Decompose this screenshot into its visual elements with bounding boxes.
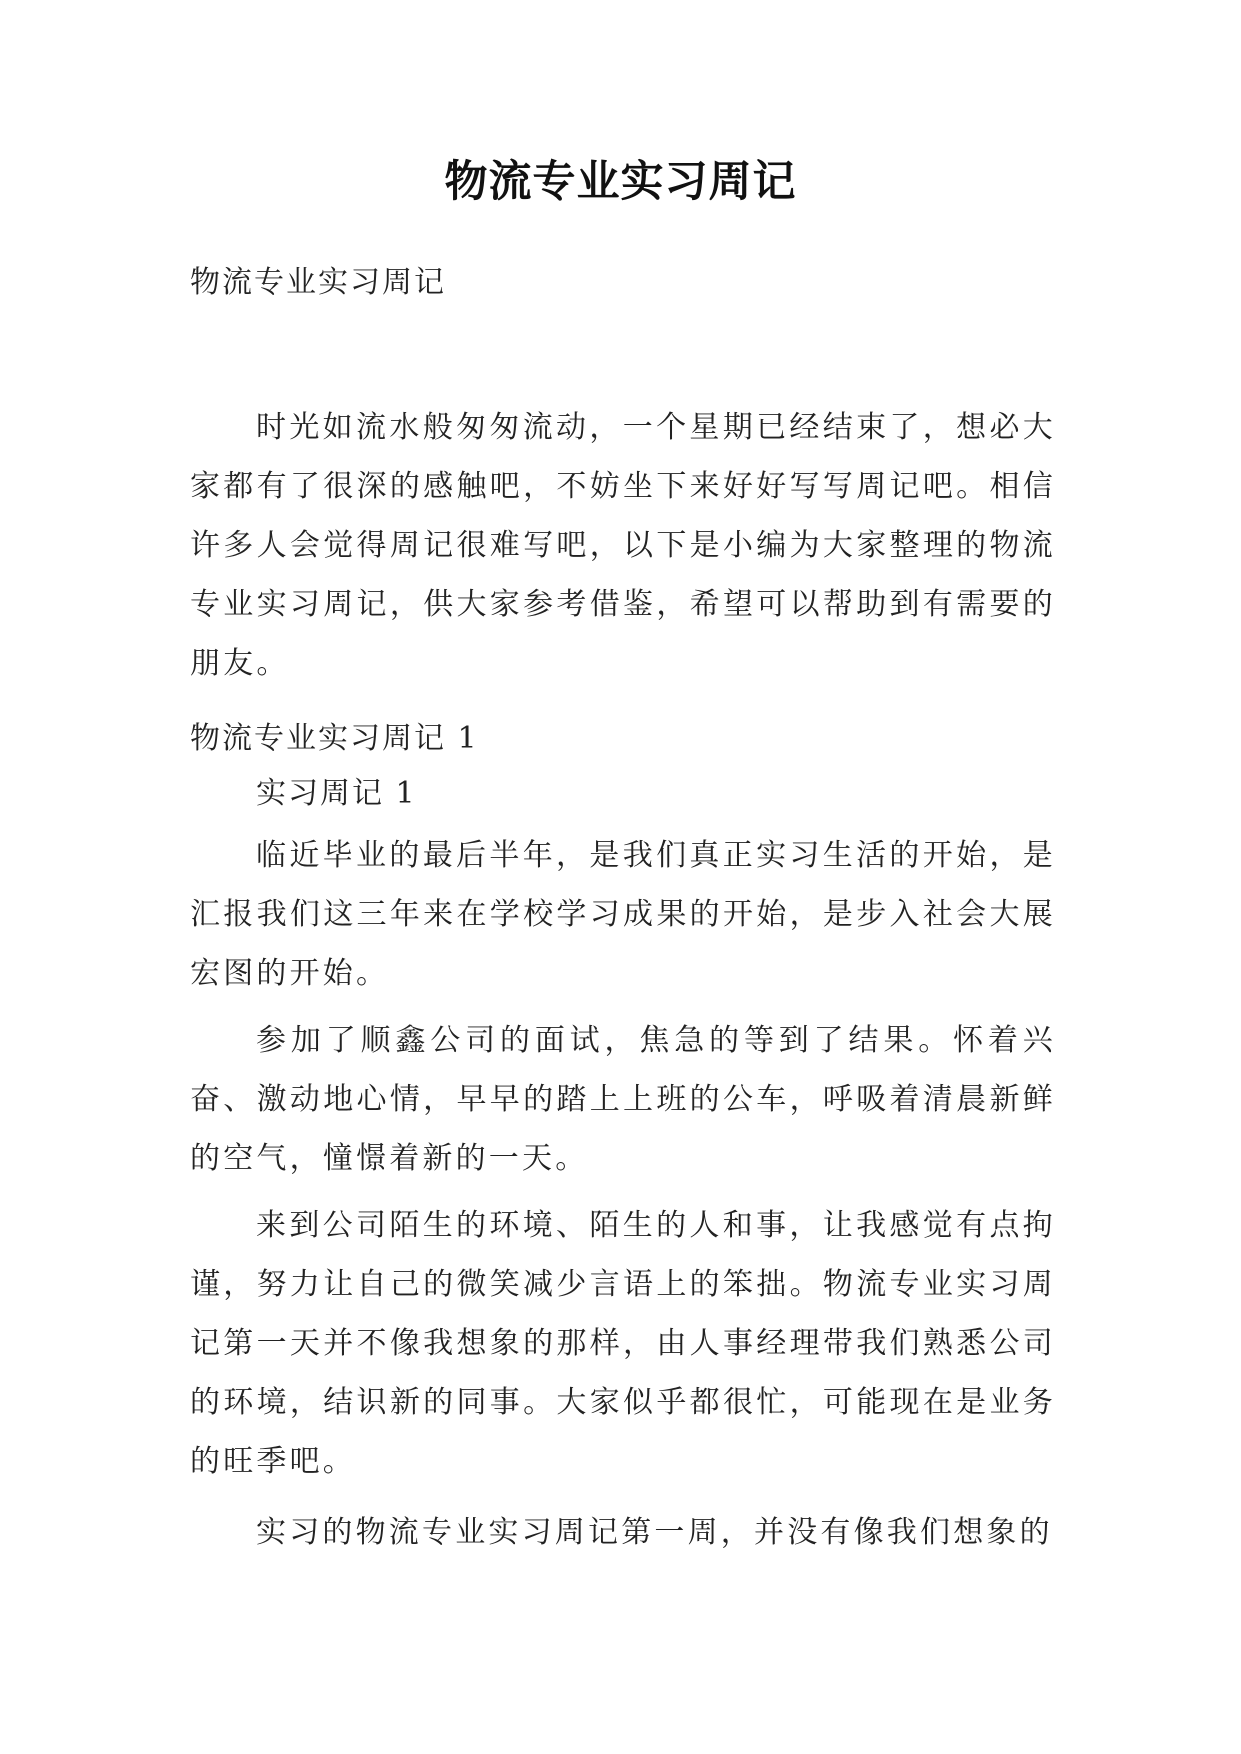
body-paragraph: 来到公司陌生的环境、陌生的人和事，让我感觉有点拘谨，努力让自己的微笑减少言语上的笨拙。物流专业实习周记第一天并不像我想象的那样，由人事经理带我们熟悉公司的环境，结识新的同事。大家似乎都很忙，可能现在是业务的旺季吧。: [190, 1208, 1056, 1479]
body-paragraph: 实习的物流专业实习周记第一周，并没有像我们想象的: [256, 1515, 1053, 1550]
body-paragraph: 参加了顺鑫公司的面试，焦急的等到了结果。怀着兴奋、激动地心情，早早的踏上上班的公车，呼吸着清晨新鲜的空气，憧憬着新的一天。: [190, 1023, 1056, 1176]
section-subheading-1: 实习周记 1: [256, 776, 417, 811]
section-heading-1: 物流专业实习周记 1: [190, 721, 479, 756]
document-heading: 物流专业实习周记: [190, 265, 446, 300]
intro-paragraph: 时光如流水般匆匆流动，一个星期已经结束了，想必大家都有了很深的感触吧，不妨坐下来好好写写周记吧。相信许多人会觉得周记很难写吧，以下是小编为大家整理的物流专业实习周记，供大家参考借鉴，希望可以帮助到有需要的朋友。: [190, 410, 1056, 681]
body-paragraph: 临近毕业的最后半年，是我们真正实习生活的开始，是汇报我们这三年来在学校学习成果的开始，是步入社会大展宏图的开始。: [190, 838, 1056, 991]
document-title: 物流专业实习周记: [444, 157, 797, 207]
